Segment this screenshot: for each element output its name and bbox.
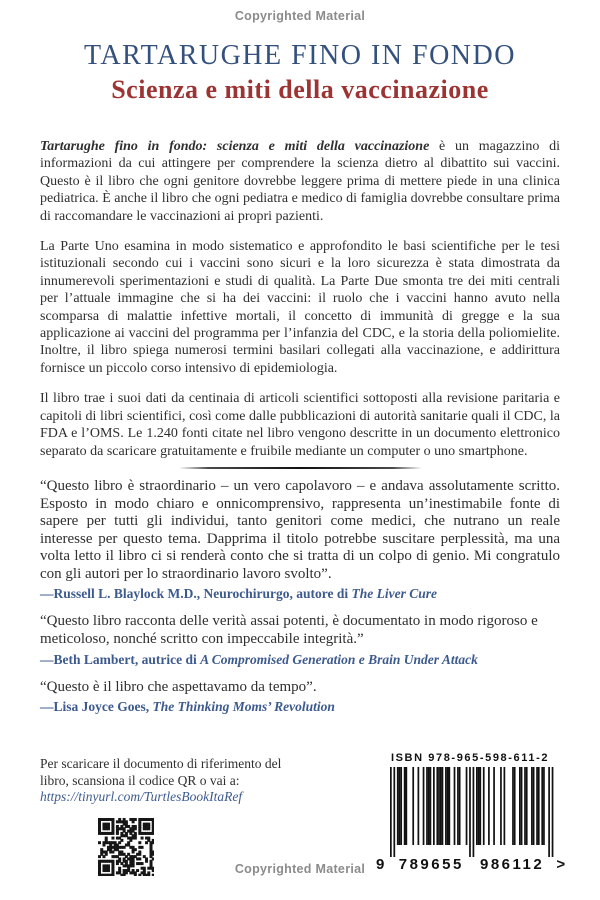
paragraph-lead-title: Tartarughe fino in fondo: scienza e miti della vaccinazione <box>40 139 430 154</box>
section-divider-rule <box>179 467 422 469</box>
svg-text:789655: 789655 <box>398 856 464 873</box>
review-attribution-2 <box>40 651 560 668</box>
cover-text-column <box>40 0 560 715</box>
ean-barcode-svg <box>374 767 566 877</box>
isbn-label: ISBN 978-965-598-611-2 <box>390 752 550 764</box>
attribution-name: —Lisa Joyce Goes, <box>40 699 153 715</box>
svg-text:>: > <box>556 856 566 873</box>
note-line-1: Per scaricare il documento di riferimento del <box>40 756 282 771</box>
attribution-work-title: The Liver Cure <box>351 586 438 602</box>
copyrighted-material-bottom: Copyrighted Material <box>234 862 366 876</box>
book-subtitle: Scienza e miti della vaccinazione <box>111 75 489 104</box>
description-paragraph-1 <box>40 138 560 225</box>
copyrighted-material-top: Copyrighted Material <box>234 9 366 23</box>
review-attribution-3 <box>40 698 560 715</box>
note-line-2: libro, scansiona il codice QR o vai a: <box>40 772 240 788</box>
isbn-barcode-block <box>374 752 566 877</box>
reference-url: https://tinyurl.com/TurtlesBookItaRef <box>40 789 243 804</box>
review-quote-2: “Questo libro racconta delle verità assai potenti, è documentato in modo rigoroso e meticoloso, nonché scritto con impeccabile integrità.” <box>40 613 538 648</box>
attribution-name: —Russell L. Blaylock M.D., Neurochirurgo, autore di <box>40 586 352 602</box>
review-attribution-1 <box>40 585 560 602</box>
reference-download-note <box>40 756 281 806</box>
description-paragraph-2: La Parte Uno esamina in modo sistematico e approfondito le basi scientifiche per le tesi istituzionali secondo cui i vaccini sono sicuri e la loro sicurezza è stata dimostrata da innumerevoli sperimentazioni e studi di qualità. La Parte Due smonta tre dei miti centrali per l’attuale immagine che si ha dei vaccini: il ruolo che i vaccini hanno avuto nella scomparsa di malattie infettive mortali, il concetto di immunità di gregge e la sua applicazione ai vaccini del programma per l’infanzia del CDC, e la storia della poliomielite. Inoltre, il libro spiega numerosi termini basilari collegati alla vaccinazione, e addirittura fornisce un piccolo corso intensivo di epidemiologia. <box>40 239 560 376</box>
review-quote-3: “Questo è il libro che aspettavamo da tempo”. <box>40 678 317 695</box>
review-quote-1: “Questo libro è straordinario – un vero capolavoro – e andava assolutamente scritto. Esposto in modo chiaro e onnicomprensivo, rappresenta un’inestimabile fonte di sapere per tutti gli individui, tanto genitori come medici, che nutrano un reale interesse per questo tema. Dapprima il titolo potrebbe suscitare perplessità, ma una volta letto il libro ci si renderà conto che si tratta di un colpo di genio. Mi congratulo con gli autori per lo straordinario lavoro svolto”. <box>40 477 560 582</box>
book-title: TARTARUGHE FINO IN FONDO <box>84 40 516 71</box>
attribution-work-title: The Thinking Moms’ Revolution <box>152 699 335 715</box>
attribution-work-title: A Compromised Generation e Brain Under Attack <box>200 651 478 667</box>
description-paragraph-3: Il libro trae i suoi dati da centinaia di articoli scientifici sottoposti alla revisione paritaria e capitoli di libri scientifici, così come dalle pubblicazioni di autorità sanitarie quali il CDC, la FDA e l’OMS. Le 1.240 fonti citate nel libro vengono descritte in un documento elettronico separato da scaricare gratuitamente e fruibile mediante un computer o uno smartphone. <box>40 391 560 459</box>
svg-text:986112: 986112 <box>480 856 545 873</box>
attribution-name: —Beth Lambert, autrice di <box>40 651 201 667</box>
svg-text:9: 9 <box>376 856 385 873</box>
paragraph-text: è un magazzino di informazioni da cui attingere per comprendere la scienza dietro al dibattito sui vaccini. Questo è il libro che ogni genitore dovrebbe leggere prima di mettere piede in una clinica pediatrica. È anche il libro che ogni pediatra e medico di famiglia dovrebbe consultare prima di raccomandare le vaccinazioni ai propri pazienti. <box>40 139 560 224</box>
ean-barcode <box>374 767 566 877</box>
